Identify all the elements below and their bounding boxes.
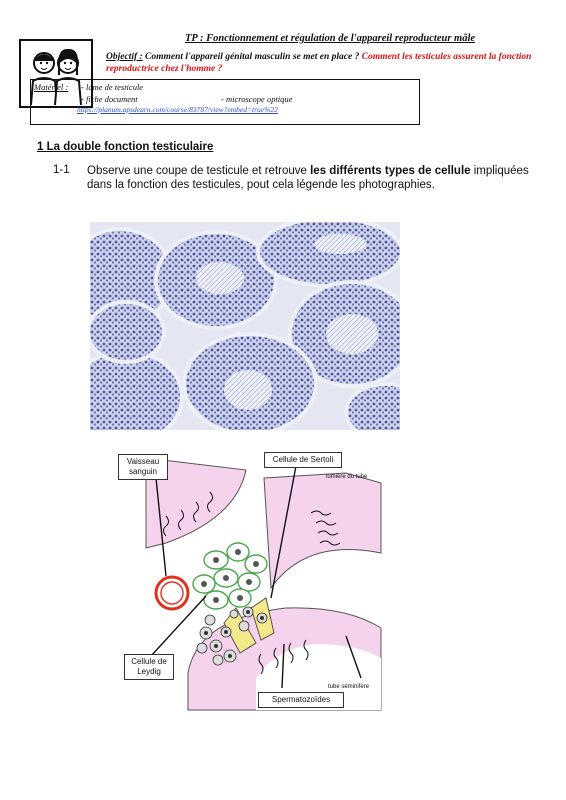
materials-box xyxy=(30,79,420,125)
label-lumen: lumière du tube xyxy=(326,474,368,480)
material-item: - lame de testicule xyxy=(81,82,144,92)
label-spermatozoa: Spermatozoïdes xyxy=(258,692,344,708)
label-seminiferous-tube: tube séminifère xyxy=(328,684,370,690)
material-item: - fiche document xyxy=(81,94,138,104)
label-sertoli-cell: Cellule de Sertoli xyxy=(264,452,342,468)
objective-question: Comment les testicules assurent la fonction reproductrice chez l'homme ? xyxy=(106,52,532,74)
objective xyxy=(106,51,536,75)
question-text xyxy=(87,164,537,192)
label-leydig-cell: Cellule de Leydig xyxy=(124,654,174,680)
resource-link[interactable]: https://planum.apsdearn.com/course/83787/view?embed=true%22 xyxy=(77,105,278,114)
seminiferous-tubule-diagram xyxy=(106,448,386,714)
question-text-bold: les différents types de cellule xyxy=(310,165,471,177)
question-number: 1-1 xyxy=(53,164,70,176)
testis-micrograph xyxy=(90,222,400,430)
question-text-part: impliquées dans la fonction des testicules, pout cela légende les photographies. xyxy=(87,165,529,191)
page-title: TP : Fonctionnement et régulation de l'appareil reproducteur mâle xyxy=(184,33,476,44)
label-blood-vessel: Vaisseau sanguin xyxy=(118,454,168,480)
objective-text: Comment l'appareil génital masculin se met en place ? xyxy=(145,52,360,62)
materials-label: Matériel : xyxy=(34,82,69,92)
question-text-part: Observe une coupe de testicule et retrouve xyxy=(87,165,311,177)
objective-label: Objectif : xyxy=(106,52,143,62)
material-item: - microscope optique xyxy=(221,94,293,104)
section-title: 1 La double fonction testiculaire xyxy=(37,141,214,153)
